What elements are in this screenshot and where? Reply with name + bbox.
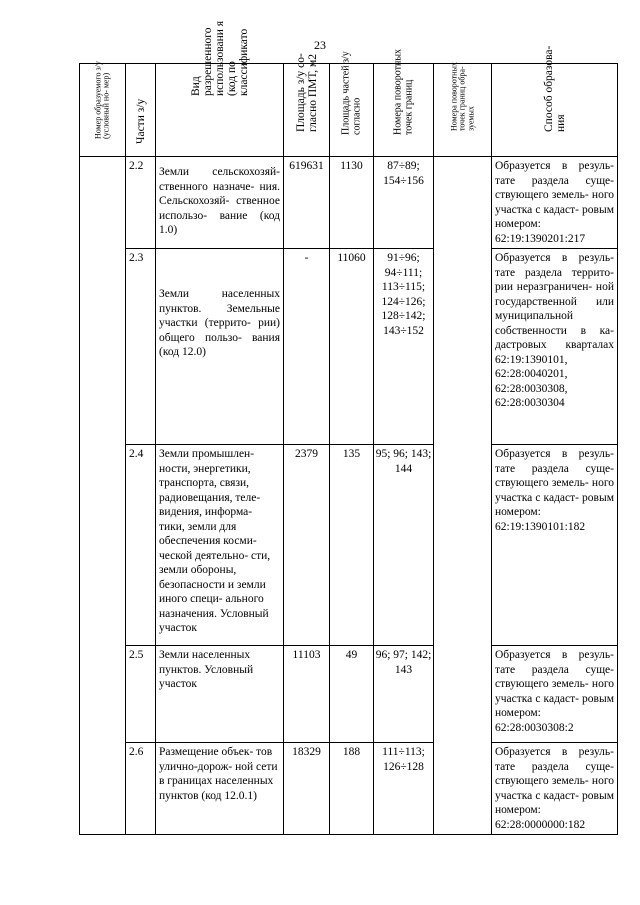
table-row [80, 445, 618, 646]
table-row [80, 743, 618, 835]
header-method: Способ образова- ния [492, 64, 618, 157]
header-obj-num: Номер образуемого з/у (условный но- мер) [80, 64, 126, 157]
header-area-parts: Площадь частей з/у согласно [330, 64, 374, 157]
header-part: Части з/у [126, 64, 156, 157]
cell-area-pmt: 11103 [284, 646, 330, 743]
cell-area-pmt: - [284, 249, 330, 445]
cell-area-pmt: 2379 [284, 445, 330, 646]
cell-part: 2.3 [126, 249, 156, 445]
cell-part: 2.6 [126, 743, 156, 835]
header-points-parts: Номера поворотных точек границ обра- зуемых [434, 64, 492, 157]
cell-area-parts: 49 [330, 646, 374, 743]
cell-area-pmt: 619631 [284, 157, 330, 249]
cell-method: Образуется в резуль- тате раздела суще- ствующего земель- ного участка с кадаст- ровым номером: 62:19:1390201:217 [492, 157, 618, 249]
cell-kind: Земли населенных пунктов. Условный участок [156, 646, 284, 743]
table-row [80, 157, 618, 249]
cell-points-parts [434, 157, 492, 835]
cell-area-parts: 11060 [330, 249, 374, 445]
cell-kind: Земли сельскохозяй- ственного назначе- ния. Сельскохозяй- ственное использо- вание (код 1.0) [156, 157, 284, 249]
cell-part: 2.4 [126, 445, 156, 646]
cell-method: Образуется в резуль- тате раздела террито- рии неразграничен- ной государственной или муниципальной собственности в ка- дастровых кварталах 62:19:1390101, 62:28:0040201, 62:28:0030308, 62:28:0030304 [492, 249, 618, 445]
land-plots-table [79, 20, 618, 835]
cell-area-parts: 135 [330, 445, 374, 646]
cell-area-parts: 1130 [330, 157, 374, 249]
cell-part: 2.2 [126, 157, 156, 249]
header-points: Номера поворотных точек границ [374, 64, 434, 157]
cell-method: Образуется в резуль- тате раздела суще- ствующего земель- ного участка с кадаст- ровым номером: 62:28:0030308:2 [492, 646, 618, 743]
table-row [80, 249, 618, 445]
cell-method: Образуется в резуль- тате раздела суще- ствующего земель- ного участка с кадаст- ровым номером: 62:19:1390101:182 [492, 445, 618, 646]
cell-points: 91÷96; 94÷111; 113÷115; 124÷126; 128÷142; 143÷152 [374, 249, 434, 445]
cell-area-parts: 188 [330, 743, 374, 835]
cell-kind: Земли населенных пунктов. Земельные участки (террито- рии) общего пользо- вания (код 12.0) [156, 249, 284, 445]
cell-points: 96; 97; 142; 143 [374, 646, 434, 743]
header-area-pmt: Площадь з/у со- гласно ПМТ, м2 [284, 64, 330, 157]
table-row [80, 646, 618, 743]
cell-kind: Земли промышлен- ности, энергетики, транспорта, связи, радиовещания, теле- видения, информа- тики, земли для обеспечения косми- ческой деятельно- сти, земли обороны, безопасности и земли иного специ- ального назначения. Условный участок [156, 445, 284, 646]
cell-method: Образуется в резуль- тате раздела суще- ствующего земель- ного участка с кадаст- ровым номером: 62:28:0000000:182 [492, 743, 618, 835]
cell-points: 87÷89; 154÷156 [374, 157, 434, 249]
page-number: 23 [314, 38, 326, 52]
cell-points: 95; 96; 143; 144 [374, 445, 434, 646]
cell-area-pmt: 18329 [284, 743, 330, 835]
cell-obj-num [80, 157, 126, 835]
cell-kind: Размещение объек- тов улично-дорож- ной сети в границах населенных пунктов (код 12.0.1) [156, 743, 284, 835]
cell-points: 111÷113; 126÷128 [374, 743, 434, 835]
table-header-row [80, 64, 618, 157]
header-kind: Вид разрешенного использовани я (код по классификато [156, 64, 284, 157]
cell-part: 2.5 [126, 646, 156, 743]
